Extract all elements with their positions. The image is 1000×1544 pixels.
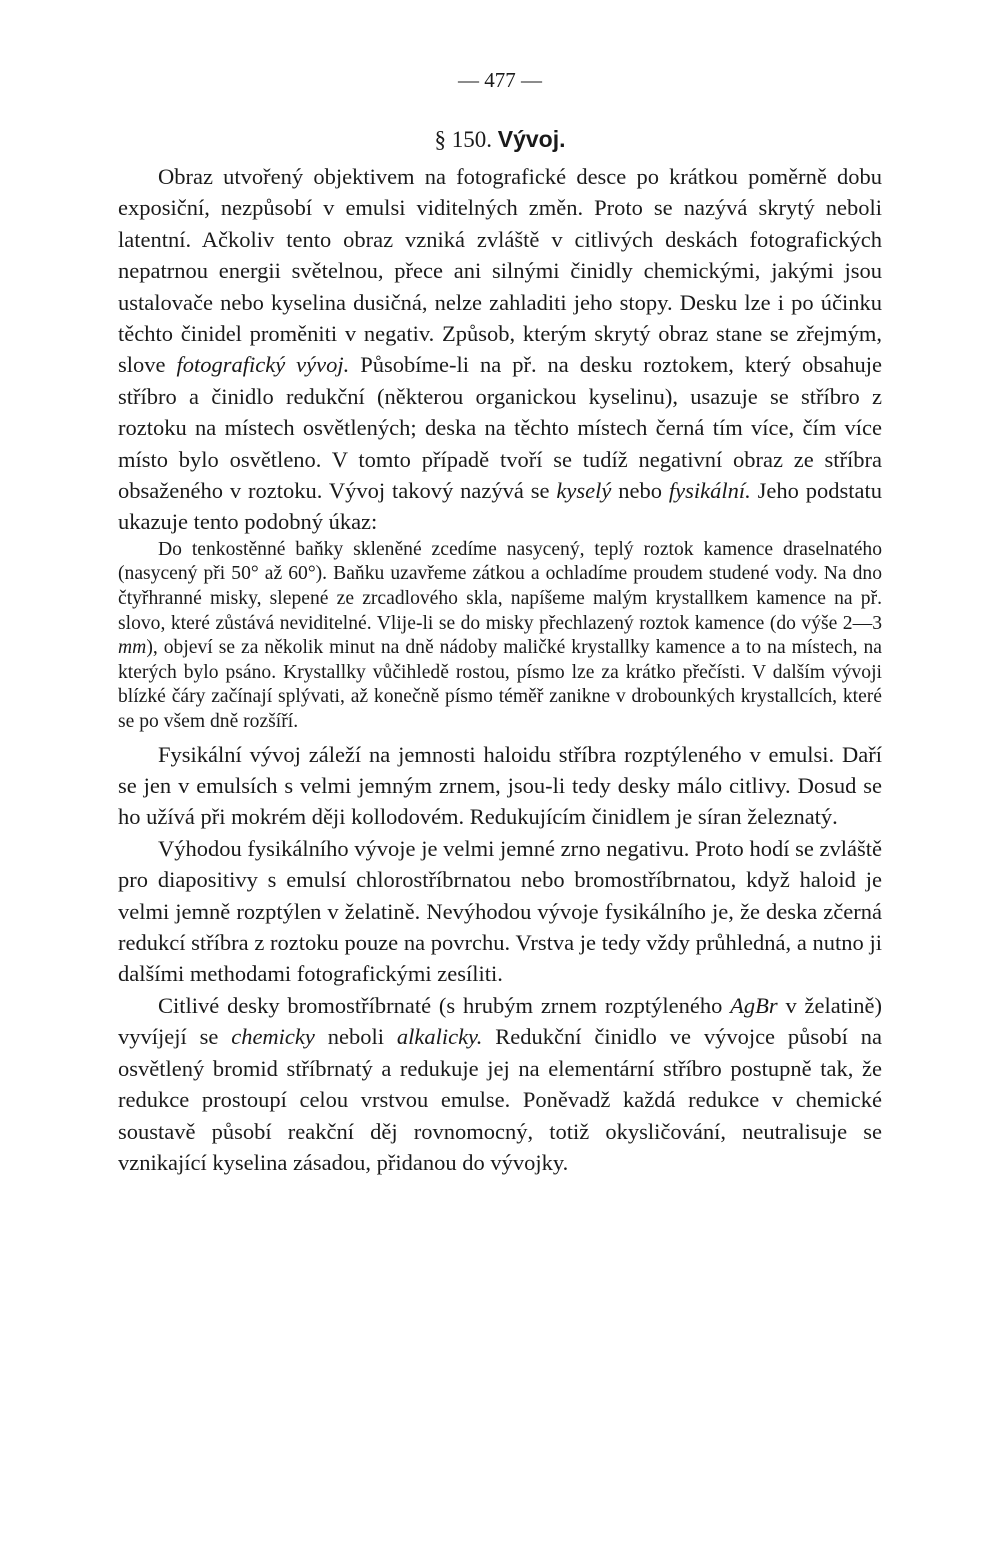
text-run: Působíme-li na př. na desku roztokem, který obsahuje stříbro a činidlo redukční (některou organickou kyselinu), usazuje se stříbro z roztoku na místech osvětlených; deska na těchto místech černá tím více, čím více místo bylo osvětleno. V tomto případě tvoří se tudíž negativní obraz ze stříbra obsaženého v roztoku. Vývoj takový nazývá se bbox=[118, 352, 882, 504]
paragraph-physical-development: Fysikální vývoj záleží na jemnosti haloidu stříbra rozptýleného v emulsi. Daří se jen v emulsích s velmi jemným zrnem, jsou-li tedy desky málo citlivy. Dosud se ho užívá při mokrém ději kollodovém. Redukujícím činidlem je síran železnatý. bbox=[118, 741, 882, 830]
section-title: Vývoj. bbox=[497, 126, 566, 152]
emphasis-kysely: kyselý bbox=[556, 478, 612, 504]
emphasis-mm: mm bbox=[118, 637, 147, 659]
text-run: ), objeví se za několik minut na dně nádoby maličké krystallky kamence a to na místech, na kterých bylo psáno. Krystallky vůčihledě rostou, písmo lze za krátko přečísti. V dalším vývoji blízké čáry začínají splývati, až konečně písmo téměř zanikne v drobounkých krystallcích, které se po všem dně rozšíří. bbox=[118, 637, 882, 733]
text-run: Citlivé desky bromostříbrnaté (s hrubým zrnem rozptýleného bbox=[158, 992, 731, 1018]
emphasis-agbr: AgBr bbox=[730, 992, 778, 1018]
paragraph-latent-image bbox=[118, 161, 882, 538]
text-run: v želatině) vyvíjejí se bbox=[118, 992, 882, 1050]
emphasis-fysikalni: fysikální. bbox=[668, 478, 751, 504]
emphasis-chemicky: chemicky bbox=[231, 1024, 315, 1050]
emphasis-fotograficky-vyvoj: fotografický vývoj. bbox=[176, 352, 350, 378]
text-run: Redukční činidlo ve vývojce působí na osvětlený bromid stříbrnatý a redukuje jej na elementární stříbro postupně tak, že redukce prostoupí celou vrstvou emulse. Poněvadž každá redukce v chemické soustavě působí reakční děj rovnomocný, totiž okysličování, neutralisuje se vznikající kyselina zásadou, přidanou do vývojky. bbox=[118, 1024, 882, 1175]
emphasis-alkalicky: alkalicky. bbox=[396, 1024, 483, 1050]
text-run: Obraz utvořený objektivem na fotografické desce po krátkou poměrně dobu exposiční, nezpůsobí v emulsi viditelných změn. Proto se nazývá skrytý neboli latentní. Ačkoliv tento obraz vzniká zvláště v citlivých deskách fotografických nepatrnou energii světelnou, přece ani silnými činidly chemickými, jakými jsou ustalovače nebo kyselina dusičná, nelze zahladiti jeho stopy. Desku lze i po účinku těchto činidel proměniti v negativ. Způsob, kterým skrytý obraz stane se zřejmým, slove bbox=[118, 164, 882, 378]
paragraph-chemical-development bbox=[118, 990, 882, 1178]
text-run: Jeho podstatu ukazuje tento podobný úkaz: bbox=[118, 478, 882, 535]
section-heading bbox=[118, 122, 882, 157]
text-run: neboli bbox=[314, 1024, 397, 1050]
paragraph-advantages: Výhodou fysikálního vývoje je velmi jemné zrno negativu. Proto hodí se zvláště pro diapositivy s emulsí chlorostříbrnatou nebo bromostříbrnatou, když haloid je velmi jemně rozptýlen v želatině. Nevýhodou vývoje fysikálního je, že deska zčerná redukcí stříbra z roztoku pouze na povrchu. Vrstva je tedy vždy průhledná, a nutno ji dalšími methodami fotografickými zesíliti. bbox=[118, 835, 882, 987]
text-run: Do tenkostěnné baňky skleněné zcedíme nasycený, teplý roztok kamence draselnatého (nasycený při 50° až 60°). Baňku uzavřeme zátkou a ochladíme proudem studené vody. Na dno čtyřhranné misky, slepené ze zrcadlového skla, napíšeme malým krystallkem kamence na př. slovo, které zůstává neviditelné. Vlije-li se do misky přechlazený roztok kamence (do výše 2—3 bbox=[118, 538, 882, 634]
section-number: § 150. bbox=[434, 127, 492, 152]
page-number: — 477 — bbox=[458, 68, 542, 92]
text-run: nebo bbox=[611, 478, 669, 504]
paragraph-experiment-small-print bbox=[118, 538, 882, 735]
